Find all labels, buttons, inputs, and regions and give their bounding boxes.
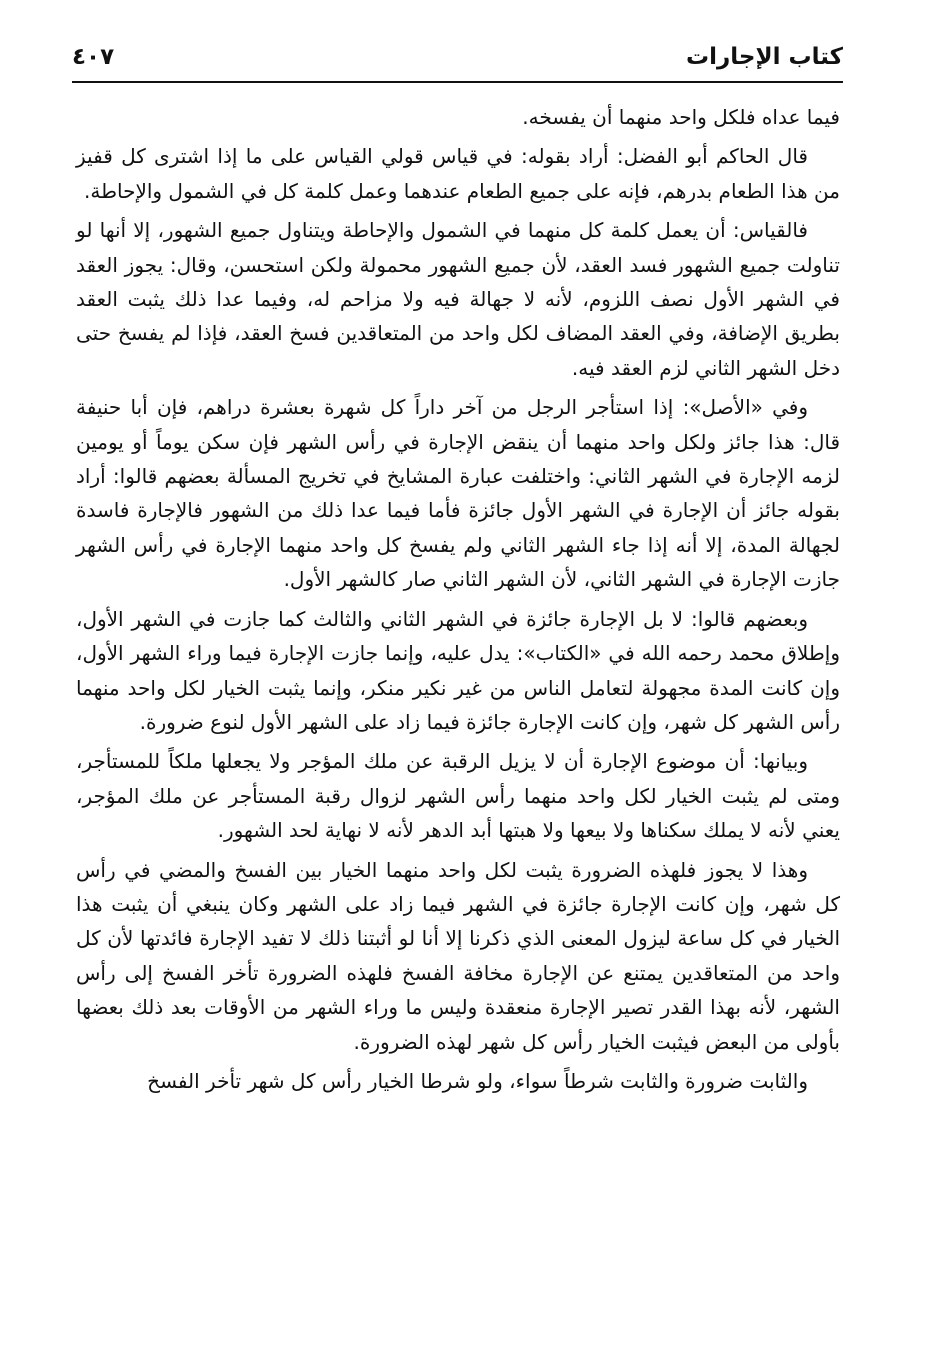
paragraph-8: والثابت ضرورة والثابت شرطاً سواء، ولو شرطا الخيار رأس كل شهر تأخر الفسخ [147,1068,808,1093]
header-rule [72,81,843,83]
running-title: كتاب الإجارات [686,44,843,70]
paragraph-1: فيما عداه فلكل واحد منهما أن يفسخه. [522,105,840,129]
paragraph-4: وفي «الأصل»: إذا استأجر الرجل من آخر داراً كل شهرة بعشرة دراهم، فإن أبا حنيفة قال: هذا جائز ولكل واحد منهما أن ينقض الإجارة في رأس الشهر فإن سكن يوماً أو يومين لزمه الإجارة في الشهر الثاني: واختلفت عبارة المشايخ في تخريج المسألة بعضهم قالوا: أراد بقوله جائز أن الإجارة في الشهر الأول جائزة فأما فيما عدا ذلك من الشهور فالإجارة فاسدة لجهالة المدة، إلا أنه إذا جاء الشهر الثاني ولم يفسخ كل واحد منهما الإجارة في رأس الشهر جازت الإجارة في الشهر الثاني، لأن الشهر الثاني صار كالشهر الأول. [76,395,840,592]
paragraph-5: وبعضهم قالوا: لا بل الإجارة جائزة في الشهر الثاني والثالث كما جازت في الشهر الأول، وإطلاق محمد رحمه الله في «الكتاب»: يدل عليه، وإنما جازت الإجارة فيما وراء الشهر الأول، وإن كانت المدة مجهولة لتعامل الناس من غير نكير منكر، وإنما يثبت الخيار لكل واحد منهما رأس الشهر كل شهر، وإن كانت الإجارة جائزة فيما زاد على الشهر الأول لنوع ضرورة. [76,606,840,734]
paragraph-7: وهذا لا يجوز فلهذه الضرورة يثبت لكل واحد منهما الخيار بين الفسخ والمضي في رأس كل شهر، وإن كانت الإجارة جائزة في الشهر فيما زاد على الشهر وكان ينبغي أن يثبت هذا الخيار في كل ساعة ليزول المعنى الذي ذكرنا إلا أنا لو أثبتنا ذلك لا تفيد الإجارة فائدتها لأن كل واحد من المتعاقدين يمتنع عن الإجارة مخافة الفسخ فلهذه الضرورة تأخر الفسخ إلى رأس الشهر، لأنه بهذا القدر تصير الإجارة منعقدة وليس ما وراء الشهر من الأوقات بعد ذلك بعضها بأولى من البعض فيثبت الخيار رأس كل شهر لهذه الضرورة. [76,857,840,1054]
page-number: ٤٠٧ [72,44,115,70]
paragraph-2: قال الحاكم أبو الفضل: أراد بقوله: في قياس قولي القياس على ما إذا اشترى كل قفيز من هذا الطعام بدرهم، فإنه على جميع الطعام عندهما وعمل كلمة كل في الشمول والإحاطة. [76,144,840,203]
paragraph-3: فالقياس: أن يعمل كلمة كل منهما في الشمول والإحاطة ويتناول جميع الشهور، إلا أنها لو تناولت جميع الشهور فسد العقد، لأن جميع الشهور محمولة ولكن استحسن، وقال: يجوز العقد في الشهر الأول نصف اللزوم، لأنه لا جهالة فيه ولا مزاحم له، وفيما عدا ذلك يثبت العقد بطريق الإضافة، وفي العقد المضاف لكل واحد من المتعاقدين فسخ العقد، فإذا لم يفسخ حتى دخل الشهر الثاني لزم العقد فيه. [76,218,840,380]
paragraph-6: وبيانها: أن موضوع الإجارة أن لا يزيل الرقبة عن ملك المؤجر ولا يجعلها ملكاً للمستأجر، ومتى لم يثبت الخيار لكل واحد منهما رأس الشهر لزوال رقبة المستأجر عن ملك المؤجر، يعني لأنه لا يملك سكناها ولا بيعها ولا هبتها أبد الدهر لأنه لا نهاية لحد الشهور. [76,749,840,843]
page-header [72,38,843,80]
body-text [76,100,840,1103]
